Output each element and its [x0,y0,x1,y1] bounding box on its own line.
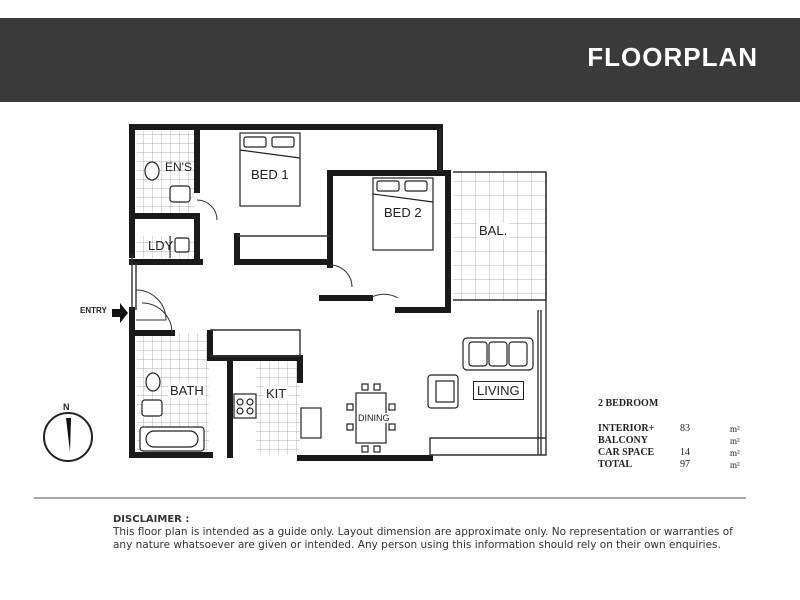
room-label-ensuite: EN'S [165,160,192,174]
summary-row [598,447,750,459]
summary-row [598,423,750,435]
summary-row [598,459,750,471]
summary-value: 14 [680,447,690,458]
summary-label: BALCONY [598,435,649,446]
apartment-type: 2 BEDROOM [598,398,659,409]
room-label-balcony: BAL. [479,223,508,238]
entry-label: ENTRY [80,306,107,315]
room-label-bath: BATH [170,383,204,398]
room-label-bed1: BED 1 [251,167,289,182]
summary-unit: m² [730,448,740,458]
entry-arrow-icon [112,303,128,323]
summary-label: TOTAL [598,459,633,470]
room-label-laundry: LDY [148,238,174,253]
room-label-dining: DINING [358,413,390,423]
disclaimer-title: DISCLAIMER : [113,514,190,525]
summary-unit: m² [730,460,740,470]
kitchen-tiles [256,356,300,455]
room-label-living: LIVING [473,381,524,400]
room-label-kitchen: KIT [266,386,287,401]
summary-label: CAR SPACE [598,447,655,458]
summary-value: 83 [680,423,690,434]
summary-value [680,435,730,447]
divider [34,497,746,499]
summary-value: 97 [680,459,690,470]
compass-icon [44,413,92,461]
summary-unit: m² [730,436,740,446]
summary-unit: m² [730,424,740,434]
area-summary [598,398,750,471]
disclaimer [113,513,753,552]
disclaimer-text: This floor plan is intended as a guide only. Layout dimension are approximate only. No representation or warranties of any nature whatsoever are given or intended. Any person using this information should rely on their own enquiries. [113,526,733,551]
summary-label: INTERIOR+ [598,423,655,434]
summary-row [598,435,750,447]
doors [136,200,398,333]
compass-north-label: N [63,402,70,412]
room-label-bed2: BED 2 [384,205,422,220]
page-title: FLOORPLAN [587,42,758,72]
